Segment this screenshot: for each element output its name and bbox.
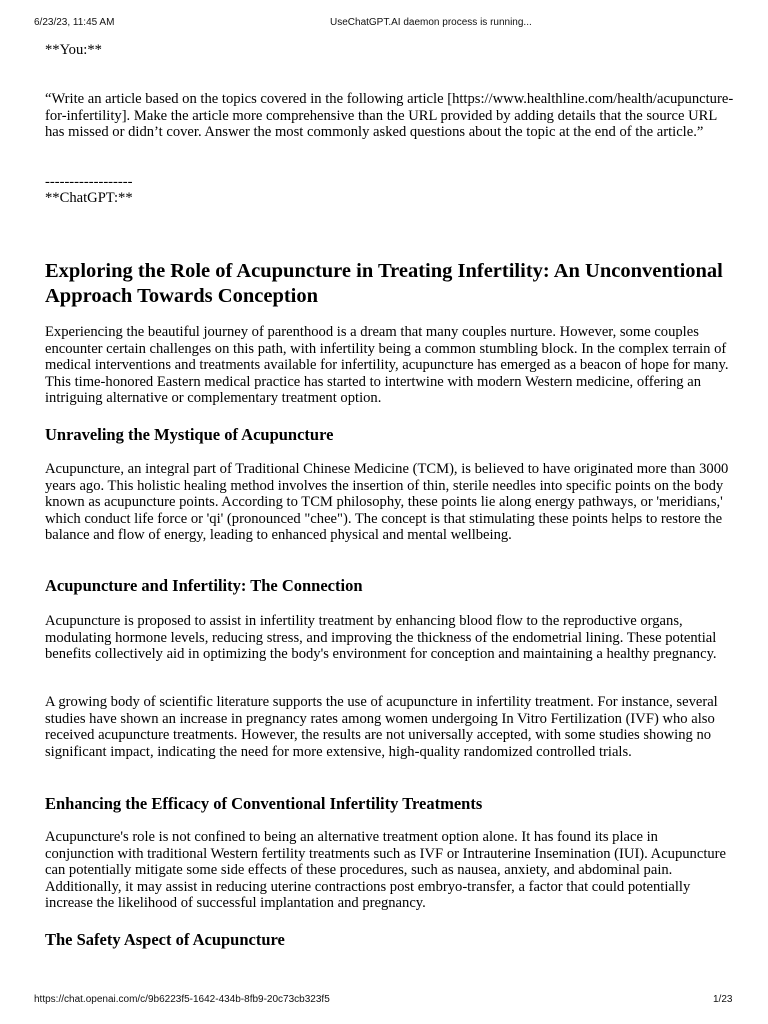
article-intro: Experiencing the beautiful journey of parenthood is a dream that many couples nurture. However, some couples encounter certain challenges on this path, with infertility being a common stumbling block. In the complex terrain of medical interventions and treatments available for infertility, acupuncture has emerged as a beacon of hope for many. This time-honored Eastern medical practice has started to intertwine with modern Western medicine, offering an intriguing alternative or complementary treatment option. xyxy=(45,324,729,407)
separator-line: ------------------ xyxy=(45,174,133,190)
section-paragraph: Acupuncture's role is not confined to being an alternative treatment option alone. It has found its place in conjunction with traditional Western fertility treatments such as IVF or Intrauterine Insemination (IUI). Acupuncture can potentially mitigate some side effects of these procedures, such as nausea, anxiety, and abdominal pain. Additionally, it may assist in reducing uterine contractions post embryo-transfer, a factor that could potentially increase the likelihood of successful implantation and pregnancy. xyxy=(45,829,727,912)
chatgpt-label: **ChatGPT:** xyxy=(45,190,133,206)
page-number: 1/23 xyxy=(713,994,733,1005)
you-label: **You:** xyxy=(45,42,102,58)
page-url: https://chat.openai.com/c/9b6223f5-1642-434b-8fb9-20c73cb323f5 xyxy=(34,994,330,1005)
section-paragraph: Acupuncture is proposed to assist in infertility treatment by enhancing blood flow to the reproductive organs, modulating hormone levels, reducing stress, and improving the thickness of the endometrial lining. These potential benefits collectively aid in optimizing the body's environment for conception and maintaining a healthy pregnancy. xyxy=(45,613,717,663)
section-paragraph: Acupuncture, an integral part of Traditional Chinese Medicine (TCM), is believed to have originated more than 3000 years ago. This holistic healing method involves the insertion of thin, sterile needles into specific points on the body known as acupuncture points. According to TCM philosophy, these points lie along energy pathways, or 'meridians,' which conduct life force or 'qi' (pronounced "chee"). The concept is that stimulating these points helps to restore the balance and flow of energy, leading to enhanced physical and mental wellbeing. xyxy=(45,461,729,544)
section-heading: The Safety Aspect of Acupuncture xyxy=(45,930,285,949)
print-title: UseChatGPT.AI daemon process is running... xyxy=(330,17,532,28)
user-prompt: “Write an article based on the topics covered in the following article [https://www.healthline.com/health/acupuncture-for-infertility]. Make the article more comprehensive than the URL provided by adding details that the source URL has missed or didn’t cover. Answer the most commonly asked questions about the topic at the end of the article.” xyxy=(45,91,734,141)
section-paragraph: A growing body of scientific literature supports the use of acupuncture in infertility treatment. For instance, several studies have shown an increase in pregnancy rates among women undergoing In Vitro Fertilization (IVF) who also received acupuncture treatments. However, the results are not universally accepted, with some studies showing no significant impact, indicating the need for more extensive, high-quality randomized controlled trials. xyxy=(45,694,718,760)
section-heading: Acupuncture and Infertility: The Connection xyxy=(45,576,363,595)
print-datetime: 6/23/23, 11:45 AM xyxy=(34,17,115,28)
section-heading: Unraveling the Mystique of Acupuncture xyxy=(45,425,334,444)
article-title: Exploring the Role of Acupuncture in Treating Infertility: An Unconventional Approach Towards Conception xyxy=(45,260,723,307)
section-heading: Enhancing the Efficacy of Conventional Infertility Treatments xyxy=(45,794,483,813)
